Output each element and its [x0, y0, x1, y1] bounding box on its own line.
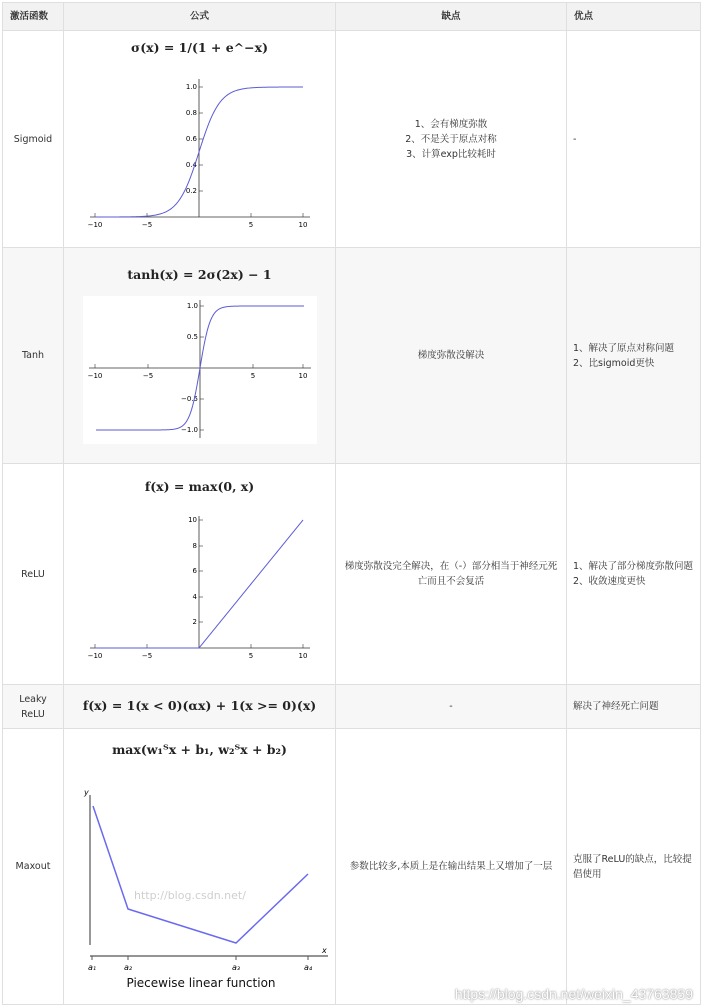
y-tick: −1.0 [180, 426, 198, 434]
pros-line: 解决了神经死亡问题 [573, 701, 659, 712]
x-tick: a₂ [123, 963, 132, 972]
formula-text: max(w₁ᵀx + b₁, w₂ᵀx + b₂) [112, 742, 287, 757]
x-tick: 5 [250, 372, 255, 380]
cons-cell [336, 464, 567, 685]
pros-line: 1、解决了原点对称问题 [573, 342, 675, 354]
y-tick: 1.0 [186, 302, 198, 310]
cons-line: 1、会有梯度弥散 [414, 118, 488, 130]
cons-line: 参数比较多,本质上是在输出结果上又增加了一层 [349, 861, 553, 872]
activation-name [3, 685, 64, 729]
maxout-plot [70, 761, 330, 991]
x-tick: −10 [87, 372, 102, 380]
row-tanh [3, 248, 701, 464]
row-maxout [3, 729, 701, 1005]
x-tick: a₁ [87, 963, 96, 972]
pros-cell [567, 248, 701, 464]
x-tick: 10 [298, 372, 307, 380]
formula-text: f(x) = 1(x < 0)(αx) + 1(x >= 0)(x) [82, 698, 317, 713]
x-tick: 10 [298, 651, 307, 660]
pros-cell [567, 729, 701, 1005]
formula-text: f(x) = max(0, x) [144, 478, 255, 494]
activation-name: Tanh [3, 248, 64, 464]
x-tick: a₃ [231, 963, 240, 972]
cons-line: 梯度弥散没完全解决，在（-）部分相当于神经元死亡而且不会复活 [344, 561, 558, 587]
cons-line: - [449, 701, 453, 712]
activation-name: Maxout [3, 729, 64, 1005]
x-tick: 5 [248, 651, 253, 660]
relu-plot [85, 510, 315, 670]
cons-line: 2、不是关于原点对称 [405, 133, 497, 145]
pros-cell [567, 464, 701, 685]
header-pros: 优点 [567, 3, 701, 31]
x-tick: −10 [87, 651, 102, 660]
activation-name: Sigmoid [3, 31, 64, 248]
formula-cell [64, 729, 336, 1005]
x-tick: −10 [87, 220, 102, 229]
y-tick: 2 [192, 617, 197, 626]
header-formula: 公式 [64, 3, 336, 31]
y-tick: 0.6 [185, 134, 197, 143]
formula-cell [64, 464, 336, 685]
formula-text: tanh(x) = 2σ(2x) − 1 [127, 267, 272, 282]
activation-name-line: Leaky [19, 693, 47, 705]
pros-cell [567, 685, 701, 729]
activation-name: ReLU [3, 464, 64, 685]
y-tick: 0.8 [185, 108, 197, 117]
x-tick: 10 [298, 220, 307, 229]
cons-cell [336, 248, 567, 464]
cons-cell [336, 685, 567, 729]
pros-line: 2、比sigmoid更快 [573, 357, 655, 369]
formula-cell [64, 685, 336, 729]
inner-watermark: http://blog.csdn.net/ [133, 889, 246, 902]
y-tick: 0.5 [186, 333, 198, 341]
x-tick: −5 [141, 651, 152, 660]
header-cons: 缺点 [336, 3, 567, 31]
cons-line: 3、计算exp比较耗时 [406, 148, 496, 160]
x-tick: −5 [142, 372, 153, 380]
plot-caption: Piecewise linear function [125, 976, 276, 990]
tanh-plot [83, 296, 317, 444]
y-tick: 6 [192, 566, 197, 575]
pros-line: 2、收敛速度更快 [573, 576, 646, 587]
row-sigmoid [3, 31, 701, 248]
pros-cell [567, 31, 701, 248]
row-relu [3, 464, 701, 685]
y-tick: 4 [192, 592, 197, 601]
x-tick: 5 [248, 220, 253, 229]
y-tick: 8 [192, 541, 197, 550]
activation-name-line: ReLU [21, 708, 45, 720]
formula-cell [64, 31, 336, 248]
sigmoid-plot [85, 59, 315, 239]
y-tick: 0.4 [185, 160, 197, 169]
pros-line: - [573, 133, 577, 145]
y-tick: 0.2 [185, 186, 197, 195]
site-watermark: https://blog.csdn.net/weixin_43763859 [454, 986, 693, 1002]
formula-cell [64, 248, 336, 464]
activation-function-table [2, 2, 701, 1005]
y-tick: −0.5 [180, 395, 198, 403]
y-tick: 10 [187, 515, 197, 524]
x-tick: −5 [141, 220, 152, 229]
cons-cell [336, 729, 567, 1005]
formula-text: σ(x) = 1/(1 + e^−x) [131, 39, 268, 55]
y-tick: 1.0 [185, 82, 197, 91]
cons-cell [336, 31, 567, 248]
pros-line: 1、解决了部分梯度弥散问题 [573, 561, 694, 572]
pros-line: 克服了ReLU的缺点，比较提倡使用 [573, 853, 692, 880]
x-tick: a₄ [303, 963, 312, 972]
header-row [3, 3, 701, 31]
y-axis-label: y [83, 788, 89, 797]
row-leaky-relu [3, 685, 701, 729]
maxout-curve [93, 806, 308, 943]
cons-line: 梯度弥散没解决 [417, 350, 485, 361]
header-activation: 激活函数 [3, 3, 64, 31]
x-axis-label: x [321, 946, 327, 955]
